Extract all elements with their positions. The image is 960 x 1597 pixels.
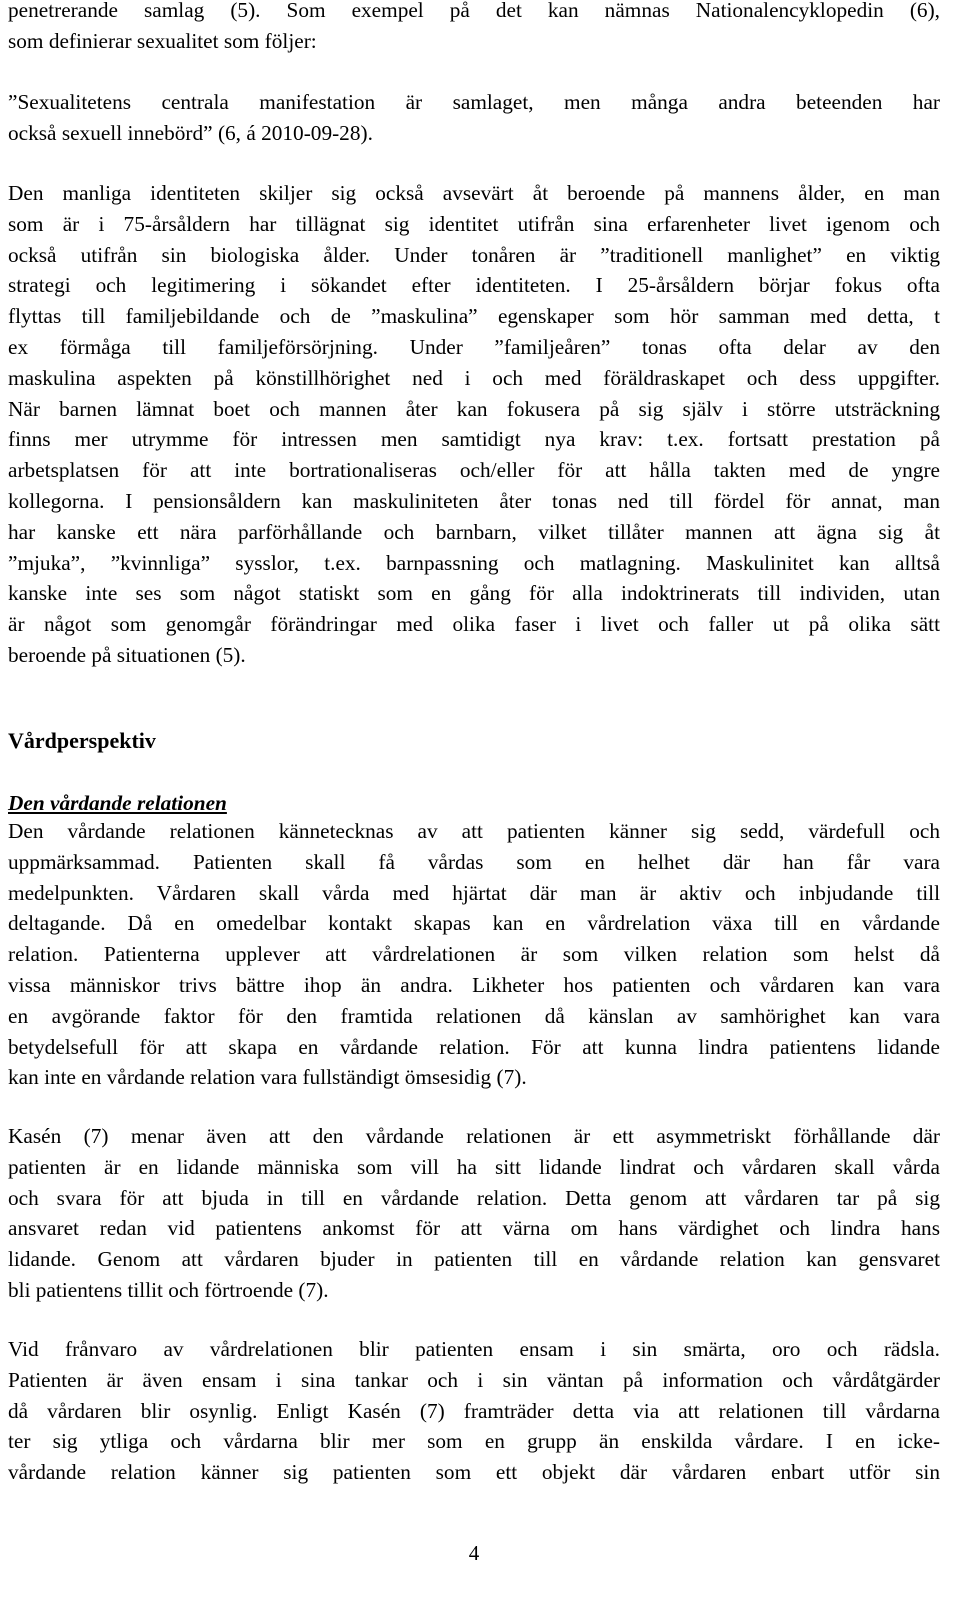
text-line: ”Sexualitetens centrala manifestation är samlaget, men många andra beteenden har: [8, 90, 940, 114]
text-line: ex förmåga till familjeförsörjning. Under ”familjeåren” tonas ofta delar av den: [8, 334, 940, 359]
text-line: ansvaret redan vid patientens ankomst för att värna om hans värdighet och lindra hans: [8, 1216, 940, 1241]
text-line: flyttas till familjebildande och de ”maskulina” egenskaper som hör samman med detta, t: [8, 304, 940, 329]
text-line: uppmärksammad. Patienten skall få vårdas som en helhet där han får vara: [8, 849, 940, 874]
text-line: då vårdaren blir osynlig. Enligt Kasén (7) framträder detta via att relationen till vårdarna: [8, 1398, 940, 1423]
text-line: medelpunkten. Vårdaren skall vårda med hjärtat där man är aktiv och inbjudande till: [8, 880, 940, 905]
text-line: som är i 75-årsåldern har tillägnat sig identitet utifrån sina erfarenheter livet igenom och: [8, 211, 940, 236]
paragraph-kasen: [8, 1121, 940, 1306]
text-line: maskulina aspekten på könstillhörighet ned i och med föräldraskapet och dess uppgifter.: [8, 365, 940, 390]
paragraph-relation: [8, 816, 940, 1093]
paragraph-masculinity: [8, 178, 940, 671]
text-line: beroende på situationen (5).: [8, 642, 246, 667]
text-line: lidande. Genom att vårdaren bjuder in patienten till en vårdande relation kan gensvaret: [8, 1247, 940, 1272]
text-line: som definierar sexualitet som följer:: [8, 28, 317, 53]
section-heading: Vårdperspektiv: [8, 728, 156, 753]
text-line: kan inte en vårdande relation vara fullständigt ömsesidig (7).: [8, 1065, 527, 1090]
text-line: är något som genomgår förändringar med olika faser i livet och faller ut på olika sätt: [8, 612, 940, 637]
subsection-heading: Den vårdande relationen: [8, 791, 227, 815]
text-line: och svara för att bjuda in till en vårdande relation. Detta genom att vårdaren tar på sig: [8, 1185, 940, 1210]
text-line: kollegorna. I pensionsåldern kan maskuliniteten åter tonas ned till fördel för annat, man: [8, 488, 940, 513]
text-line: strategi och legitimering i sökandet efter identiteten. I 25-årsåldern börjar fokus ofta: [8, 273, 940, 298]
text-line: ”mjuka”, ”kvinnliga” sysslor, t.ex. barnpassning och matlagning. Maskulinitet kan alltså: [8, 550, 940, 575]
text-line: vissa människor trivs bättre ihop än andra. Likheter hos patienten och vårdaren kan vara: [8, 972, 940, 997]
text-line: patienten är en lidande människa som vill ha sitt lidande lindrat och vårdaren skall vårda: [8, 1154, 940, 1179]
text-line: en avgörande faktor för den framtida relationen då känslan av samhörighet kan vara: [8, 1003, 940, 1028]
text-line: Patienten är även ensam i sina tankar och i sin väntan på information och vårdåtgärder: [8, 1367, 940, 1392]
page-number: 4: [468, 1541, 480, 1565]
text-line: har kanske ett nära parförhållande och barnbarn, vilket tillåter mannen att ägna sig åt: [8, 519, 940, 544]
text-line: När barnen lämnat boet och mannen åter kan fokusera på sig själv i större utsträckning: [8, 396, 940, 421]
text-line: Vid frånvaro av vårdrelationen blir patienten ensam i sin smärta, oro och rädsla.: [8, 1337, 940, 1361]
paragraph-absence: [8, 1334, 940, 1488]
paragraph-quote: [8, 87, 940, 149]
text-line: vårdande relation känner sig patienten som ett objekt där vårdaren enbart utför sin: [8, 1460, 940, 1485]
text-line: betydelsefull för att skapa en vårdande relation. För att kunna lindra patientens lidande: [8, 1034, 940, 1059]
text-line: Kasén (7) menar även att den vårdande relationen är ett asymmetriskt förhållande där: [8, 1124, 940, 1148]
text-line: ter sig ytliga och vårdarna blir mer som en grupp än enskilda vårdare. I en icke-: [8, 1429, 940, 1454]
text-line: också utifrån sin biologiska ålder. Under tonåren är ”traditionell manlighet” en viktig: [8, 242, 940, 267]
text-line: Den manliga identiteten skiljer sig också avsevärt åt beroende på mannens ålder, en man: [8, 181, 940, 205]
text-line: kanske inte ses som något statiskt som en gång för alla indoktrinerats till individen, utan: [8, 581, 940, 606]
paragraph-intro: [8, 0, 940, 57]
text-line: deltagande. Då en omedelbar kontakt skapas kan en vårdrelation växa till en vårdande: [8, 911, 940, 936]
text-line: arbetsplatsen för att inte bortrationaliseras och/eller för att hålla takten med de yngre: [8, 458, 940, 483]
text-line: finns mer utrymme för intressen men samtidigt nya krav: t.ex. fortsatt prestation på: [8, 427, 940, 452]
text-line: relation. Patienterna upplever att vårdrelationen är som vilken relation som helst då: [8, 942, 940, 967]
text-line: penetrerande samlag (5). Som exempel på det kan nämnas Nationalencyklopedin (6),: [8, 0, 940, 22]
document-page: [8, 0, 940, 1597]
text-line: också sexuell innebörd” (6, á 2010-09-28).: [8, 120, 373, 145]
text-line: Den vårdande relationen kännetecknas av att patienten känner sig sedd, värdefull och: [8, 819, 940, 843]
text-line: bli patientens tillit och förtroende (7).: [8, 1277, 329, 1302]
